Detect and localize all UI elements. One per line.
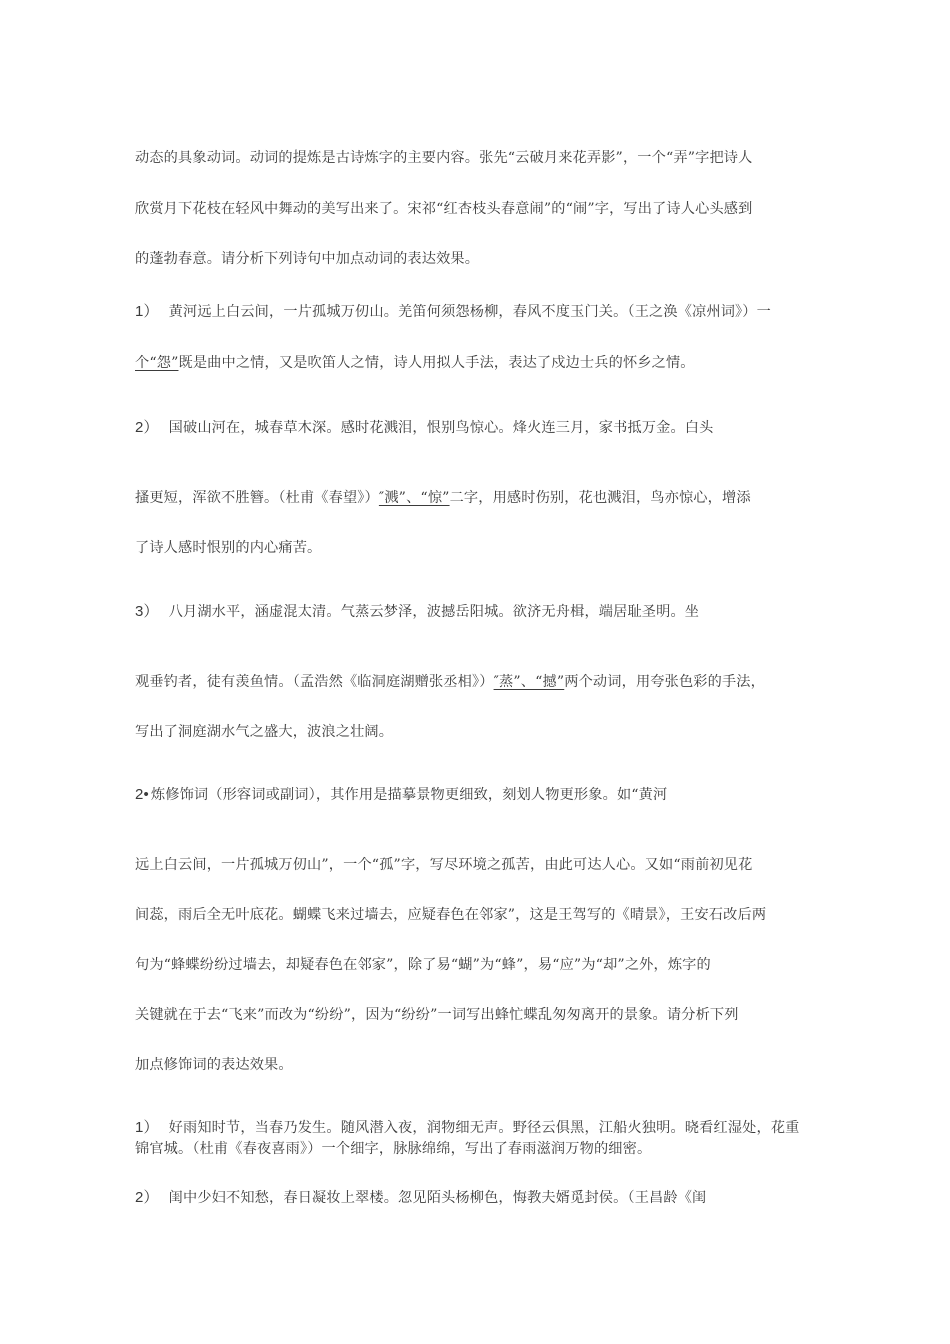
- paragraph-line: 的蓬勃春意。请分析下列诗句中加点动词的表达效果。: [135, 251, 480, 267]
- item-line: [135, 672, 765, 692]
- paragraph-line: 动态的具象动词。动词的提炼是古诗炼字的主要内容。张先“云破月来花弄影”，一个“弄”字把诗人: [135, 150, 753, 166]
- underlined-keyword: ″溅”、“惊”: [378, 490, 450, 506]
- item-text: 黄河远上白云间，一片孤城万仞山。羌笛何须怨杨柳，春风不度玉门关。（王之涣《凉州词》）一: [168, 304, 771, 320]
- section-line: 远上白云间，一片孤城万仞山”，一个“孤”字，写尽环境之孤苦，由此可达人心。又如“雨前初见花: [135, 857, 753, 873]
- item-line: [135, 418, 713, 438]
- item-text: 既是曲中之情，又是吹笛人之情，诗人用拟人手法，表达了戍边士兵的怀乡之情。: [178, 355, 695, 371]
- section-line: [135, 785, 667, 805]
- section-line: 关键就在于去“飞来”而改为“纷纷”，因为“纷纷”一词写出蜂忙蝶乱匆匆离开的景象。请分析下列: [135, 1007, 739, 1023]
- item-number: 2）: [135, 1189, 159, 1206]
- section-line: 句为“蜂蝶纷纷过墙去，却疑春色在邻家”，除了易“蝴”为“蜂”，易“应”为“却”之外，炼字的: [135, 957, 711, 973]
- item-text: 好雨知时节，当春乃发生。随风潜入夜，润物细无声。野径云俱黑，江船火独明。晓看红湿处，花重: [168, 1120, 800, 1136]
- section-number: 2•: [135, 786, 149, 803]
- item-line: [135, 488, 751, 508]
- underlined-keyword: ″蒸”、“撼”: [493, 674, 565, 690]
- item-text: 八月湖水平，涵虚混太清。气蒸云梦泽，波撼岳阳城。欲济无舟楫，端居耻圣明。坐: [168, 604, 700, 620]
- section-line: 间蕊，雨后全无叶底花。蝴蝶飞来过墙去，应疑春色在邻家”，这是王驾写的《晴景》，王安石改后两: [135, 907, 767, 923]
- item-line: 锦官城。（杜甫《春夜喜雨》）一个细字，脉脉绵绵，写出了春雨滋润万物的细密。: [135, 1141, 652, 1157]
- section-text: 炼修饰词（形容词或副词），其作用是描摹景物更细致，刻划人物更形象。如“黄河: [150, 787, 668, 803]
- item-line: 了诗人感时恨别的内心痛苦。: [135, 540, 322, 556]
- paragraph-line: 欣赏月下花枝在轻风中舞动的美写出来了。宋祁“红杏枝头春意闹”的“闹”字，写出了诗人心头感到: [135, 201, 753, 217]
- item-text: 国破山河在，城春草木深。感时花溅泪，恨别鸟惊心。烽火连三月，家书抵万金。白头: [168, 420, 714, 436]
- item-line: [135, 1118, 800, 1138]
- item-number: 1）: [135, 1119, 159, 1136]
- item-text: 搔更短，浑欲不胜簪。（杜甫《春望》）: [135, 490, 379, 506]
- item-line: 写出了洞庭湖水气之盛大，波浪之壮阔。: [135, 724, 394, 740]
- item-line: [135, 302, 771, 322]
- item-text: 闺中少妇不知愁，春日凝妆上翠楼。忽见陌头杨柳色，悔教夫婿觅封侯。（王昌龄《闺: [168, 1190, 707, 1206]
- item-number: 2）: [135, 419, 159, 436]
- section-line: 加点修饰词的表达效果。: [135, 1057, 293, 1073]
- item-line: [135, 1188, 706, 1208]
- item-line: [135, 353, 695, 373]
- item-number: 3）: [135, 603, 159, 620]
- item-text: 两个动词，用夸张色彩的手法，: [564, 674, 765, 690]
- item-text: 观垂钓者，徒有羡鱼情。（孟浩然《临洞庭湖赠张丞相》）: [135, 674, 494, 690]
- item-text: 二字，用感时伤别，花也溅泪，鸟亦惊心，增添: [449, 490, 751, 506]
- underlined-keyword: 个“怨”: [135, 355, 179, 371]
- item-number: 1）: [135, 303, 159, 320]
- item-line: [135, 602, 699, 622]
